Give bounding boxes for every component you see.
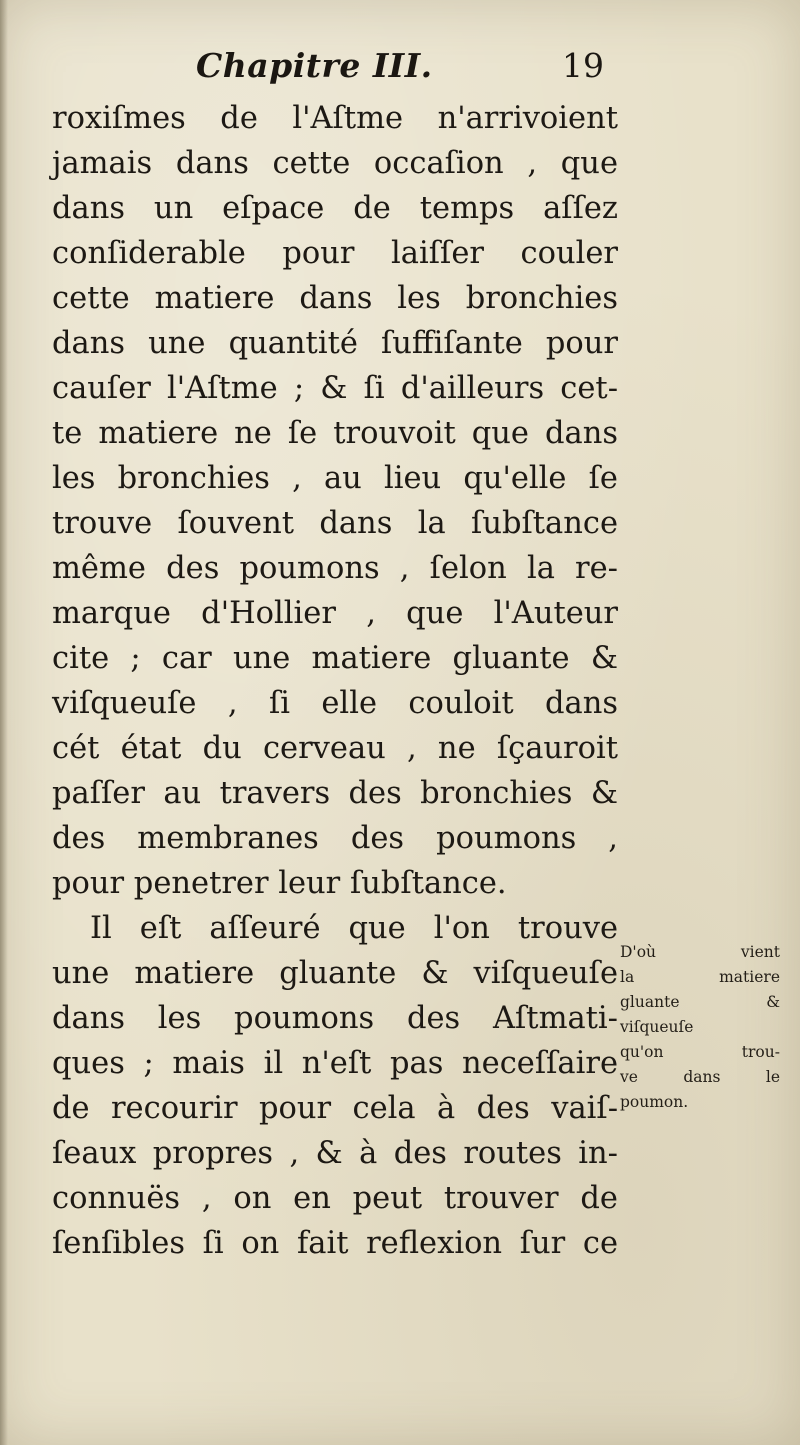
margin-note-line: la matiere [620, 968, 780, 986]
margin-note-line: qu'on trou- [620, 1043, 780, 1061]
text-line: même des poumons , ſelon la re- [52, 551, 618, 586]
text-line: dans les poumons des Aſtmati- [52, 1001, 618, 1036]
text-line: Il eſt aſſeuré que l'on trouve [90, 911, 618, 946]
text-line: ſeaux propres , & à des routes in- [52, 1136, 618, 1171]
margin-note-line: gluante & [620, 993, 780, 1011]
text-line: de recourir pour cela à des vaiſ- [52, 1091, 618, 1126]
text-line: les bronchies , au lieu qu'elle ſe [52, 461, 618, 496]
text-line: trouve ſouvent dans la ſubſtance [52, 506, 618, 541]
text-line: une matiere gluante & viſqueuſe [52, 956, 618, 991]
running-head: Chapitre III. [196, 46, 433, 85]
text-line: conſiderable pour laiſſer couler [52, 236, 618, 271]
text-line: viſqueuſe , ſi elle couloit dans [52, 686, 618, 721]
text-line: cite ; car une matiere gluante & [52, 641, 618, 676]
text-line: cette matiere dans les bronchies [52, 281, 618, 316]
text-line: marque d'Hollier , que l'Auteur [52, 596, 618, 631]
page-header [0, 46, 800, 96]
text-line: pour penetrer leur ſubſtance. [52, 866, 507, 901]
text-line: ſenſibles ſi on fait reflexion ſur ce [52, 1226, 618, 1261]
text-line: te matiere ne ſe trouvoit que dans [52, 416, 618, 451]
text-line: ques ; mais il n'eſt pas neceſſaire [52, 1046, 618, 1081]
text-line: roxiſmes de l'Aſtme n'arrivoient [52, 101, 618, 136]
margin-note-line: D'où vient [620, 943, 780, 961]
text-line: cét état du cerveau , ne ſçauroit [52, 731, 618, 766]
text-line: paſſer au travers des bronchies & [52, 776, 618, 811]
text-line: des membranes des poumons , [52, 821, 618, 856]
margin-note [620, 940, 780, 1115]
text-line: dans un eſpace de temps aſſez [52, 191, 618, 226]
margin-note-line: ve dans le [620, 1068, 780, 1086]
page-spine-shadow [0, 0, 8, 1445]
margin-note-line: poumon. [620, 1093, 689, 1111]
page-number: 19 [562, 46, 604, 85]
text-line: connuës , on en peut trouver de [52, 1181, 618, 1216]
text-line: dans une quantité ſuffiſante pour [52, 326, 618, 361]
text-line: cauſer l'Aſtme ; & ſi d'ailleurs cet- [52, 371, 618, 406]
margin-note-line: viſqueuſe [620, 1018, 694, 1036]
text-line: jamais dans cette occaſion , que [52, 146, 618, 181]
